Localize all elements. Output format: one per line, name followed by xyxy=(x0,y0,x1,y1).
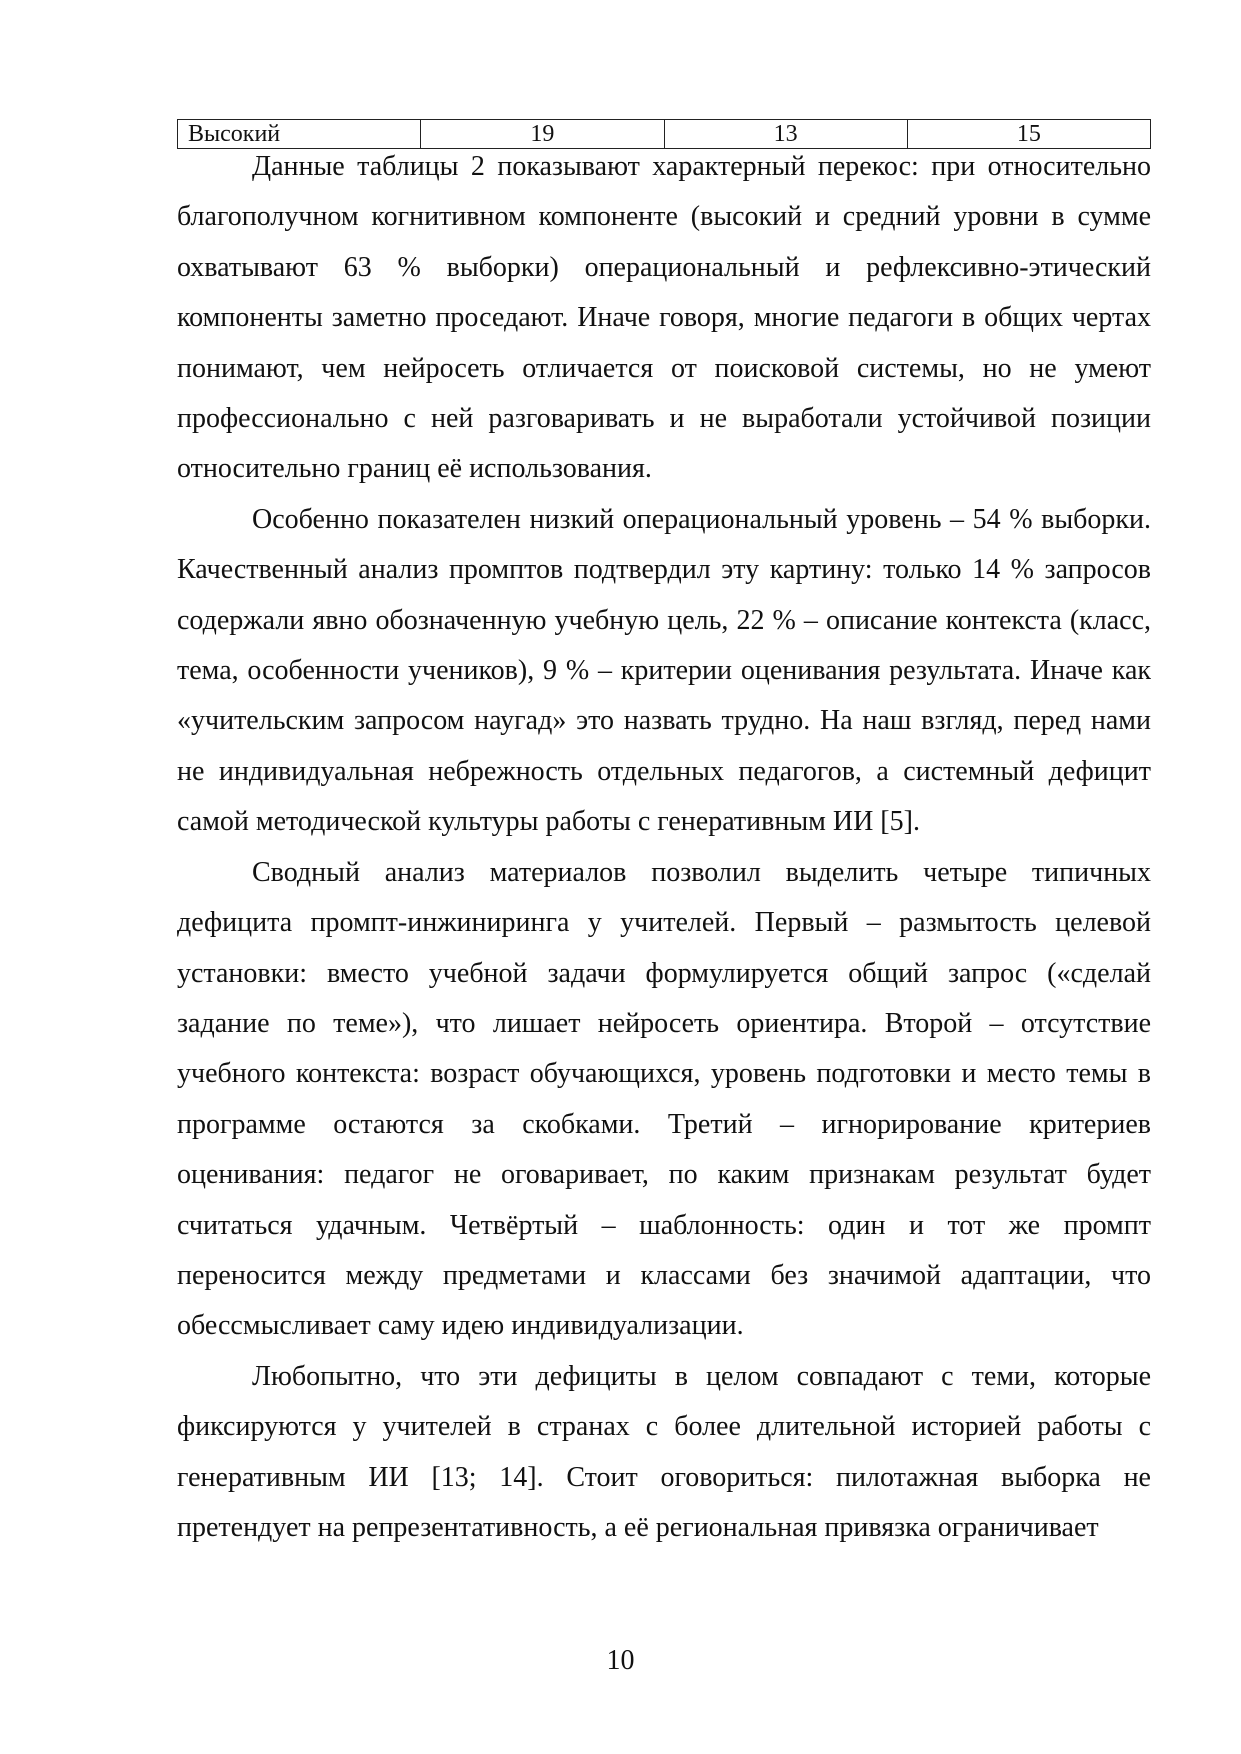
body-text xyxy=(177,142,1151,1553)
paragraph: Особенно показателен низкий операциональный уровень – 54 % выборки. Качественный анализ промптов подтвердил эту картину: только 14 % запросов содержали явно обозначенную учебную цель, 22 % – описание контекста (класс, тема, особенности учеников), 9 % – критерии оценивания результата. Иначе как «учительским запросом наугад» это назвать трудно. На наш взгляд, перед нами не индивидуальная небрежность отдельных педагогов, а системный дефицит самой методической культуры работы с генеративным ИИ [5]. xyxy=(177,503,1151,838)
paragraph: Сводный анализ материалов позволил выделить четыре типичных дефицита промпт-инжиниринга у учителей. Первый – размытость целевой установки: вместо учебной задачи формулируется общий запрос («сделай задание по теме»), что лишает нейросеть ориентира. Второй – отсутствие учебного контекста: возраст обучающихся, уровень подготовки и место темы в программе остаются за скобками. Третий – игнорирование критериев оценивания: педагог не оговаривает, по каким признакам результат будет считаться удачным. Четвёртый – шаблонность: один и тот же промпт переносится между предметами и классами без значимой адаптации, что обессмысливает саму идею индивидуализации. xyxy=(177,856,1151,1342)
table-cell-value: 13 xyxy=(664,120,907,149)
page-number: 10 xyxy=(606,1645,635,1676)
table-cell-value: 15 xyxy=(907,120,1150,149)
paragraph: Данные таблицы 2 показывают характерный перекос: при относительно благополучном когнитивном компоненте (высокий и средний уровни в сумме охватывают 63 % выборки) операциональный и рефлексивно-этический компоненты заметно проседают. Иначе говоря, многие педагоги в общих чертах понимают, чем нейросеть отличается от поисковой системы, но не умеют профессионально с ней разговаривать и не выработали устойчивой позиции относительно границ её использования. xyxy=(177,151,1151,485)
table-cell-level: Высокий xyxy=(178,120,421,149)
table-cell-value: 19 xyxy=(421,120,664,149)
paragraph: Любопытно, что эти дефициты в целом совпадают с теми, которые фиксируются у учителей в странах с более длительной историей работы с генеративным ИИ [13; 14]. Стоит оговориться: пилотажная выборка не претендует на репрезентативность, а её региональная привязка ограничивает xyxy=(177,1360,1151,1543)
